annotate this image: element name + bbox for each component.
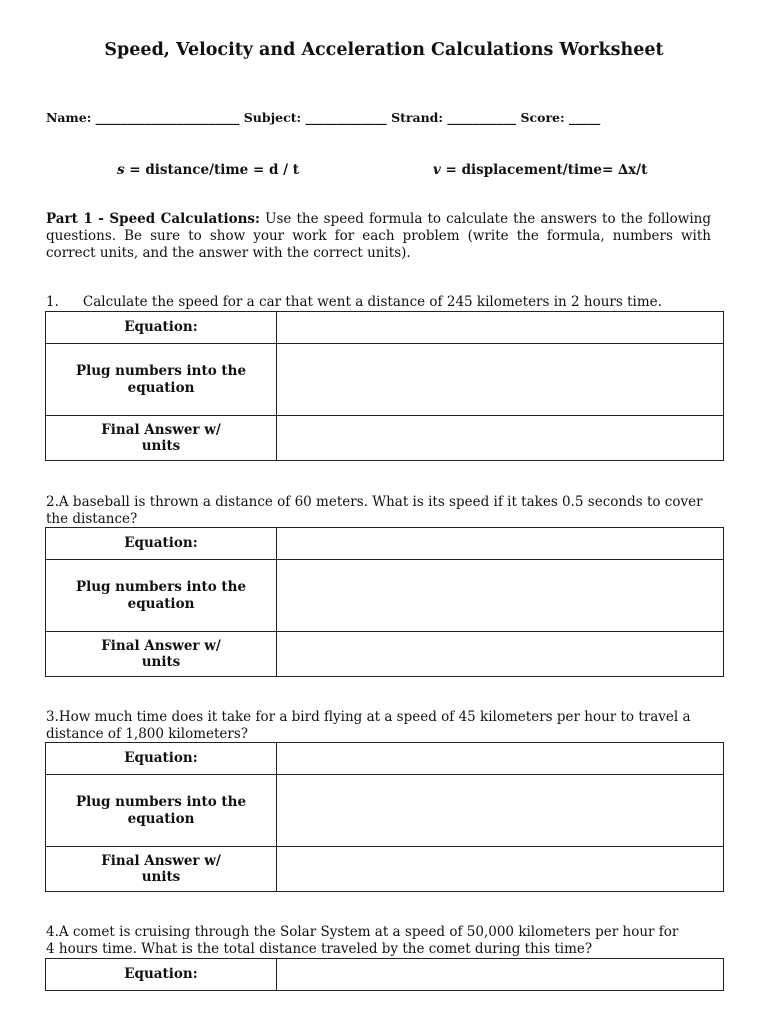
equation-answer-cell[interactable]: [277, 528, 724, 560]
score-field-label: Score: _____: [520, 110, 601, 125]
equation-label: Equation:: [46, 528, 277, 560]
plug-answer-cell[interactable]: [277, 560, 724, 632]
velocity-formula: [433, 162, 647, 178]
final-answer-label: [46, 416, 277, 461]
equation-answer-cell[interactable]: [277, 959, 724, 991]
final-answer-label-text: Final Answer w/ units: [101, 421, 221, 454]
plug-answer-cell[interactable]: [277, 775, 724, 847]
final-answer-label: [46, 632, 277, 677]
plug-label: [46, 775, 277, 847]
part1-instructions-text: Use the speed formula to calculate the answers to the following questions. Be sure to show your work for each problem (write the formula, numbers with correct units, and the answer with the correct units).: [46, 211, 711, 261]
final-answer-label-text: Final Answer w/ units: [101, 637, 221, 670]
equation-label: Equation:: [46, 743, 277, 775]
question-text: Calculate the speed for a car that went a distance of 245 kilometers in 2 hours time.: [82, 294, 662, 310]
plug-label-text: Plug numbers into the equation: [75, 363, 247, 396]
final-answer-cell[interactable]: [277, 632, 724, 677]
question-4: [46, 924, 686, 957]
equation-row: [46, 528, 724, 560]
plug-row: [46, 775, 724, 847]
final-answer-row: [46, 416, 724, 461]
part1-heading: Part 1 - Speed Calculations:: [46, 211, 260, 227]
answer-table-2: [45, 527, 724, 677]
plug-answer-cell[interactable]: [277, 344, 724, 416]
final-answer-row: [46, 847, 724, 892]
equation-label: Equation:: [46, 959, 277, 991]
question-number: 4.: [46, 924, 59, 940]
question-text: A comet is cruising through the Solar System at a speed of 50,000 kilometers per hour for 4 hours time. What is the total distance traveled by the comet during this time?: [46, 924, 679, 957]
strand-field-label: Strand: ___________: [391, 110, 517, 125]
question-number: 3.: [46, 709, 59, 725]
plug-row: [46, 344, 724, 416]
plug-row: [46, 560, 724, 632]
final-answer-row: [46, 632, 724, 677]
plug-label-text: Plug numbers into the equation: [75, 579, 247, 612]
question-number: 1.: [46, 294, 59, 310]
answer-table-4: [45, 958, 724, 991]
equation-answer-cell[interactable]: [277, 312, 724, 344]
speed-formula-text: = distance/time = d / t: [124, 162, 299, 178]
part1-instructions: [46, 211, 711, 262]
velocity-variable: v: [433, 162, 441, 178]
equation-row: [46, 743, 724, 775]
speed-variable: s: [117, 162, 125, 178]
question-text: A baseball is thrown a distance of 60 meters. What is its speed if it takes 0.5 seconds to cover the distance?: [46, 494, 703, 527]
speed-formula: [117, 162, 299, 178]
equation-answer-cell[interactable]: [277, 743, 724, 775]
plug-label: [46, 344, 277, 416]
question-3: [46, 709, 726, 742]
subject-field-label: Subject: _____________: [243, 110, 387, 125]
plug-label-text: Plug numbers into the equation: [75, 794, 247, 827]
final-answer-label-text: Final Answer w/ units: [101, 852, 221, 885]
answer-table-3: [45, 742, 724, 892]
equation-row: [46, 312, 724, 344]
final-answer-label: [46, 847, 277, 892]
question-2: [46, 494, 726, 527]
equation-row: [46, 959, 724, 991]
question-1: [46, 294, 726, 311]
worksheet-title: Speed, Velocity and Acceleration Calculations Worksheet: [104, 40, 664, 60]
question-text: How much time does it take for a bird flying at a speed of 45 kilometers per hour to travel a distance of 1,800 kilometers?: [46, 709, 691, 742]
answer-table-1: [45, 311, 724, 461]
velocity-formula-text: = displacement/time= ∆x/t: [440, 162, 648, 178]
final-answer-cell[interactable]: [277, 847, 724, 892]
final-answer-cell[interactable]: [277, 416, 724, 461]
question-number: 2.: [46, 494, 59, 510]
name-field-label: Name: _______________________: [46, 110, 240, 125]
student-info-line: [46, 110, 600, 125]
plug-label: [46, 560, 277, 632]
equation-label: Equation:: [46, 312, 277, 344]
